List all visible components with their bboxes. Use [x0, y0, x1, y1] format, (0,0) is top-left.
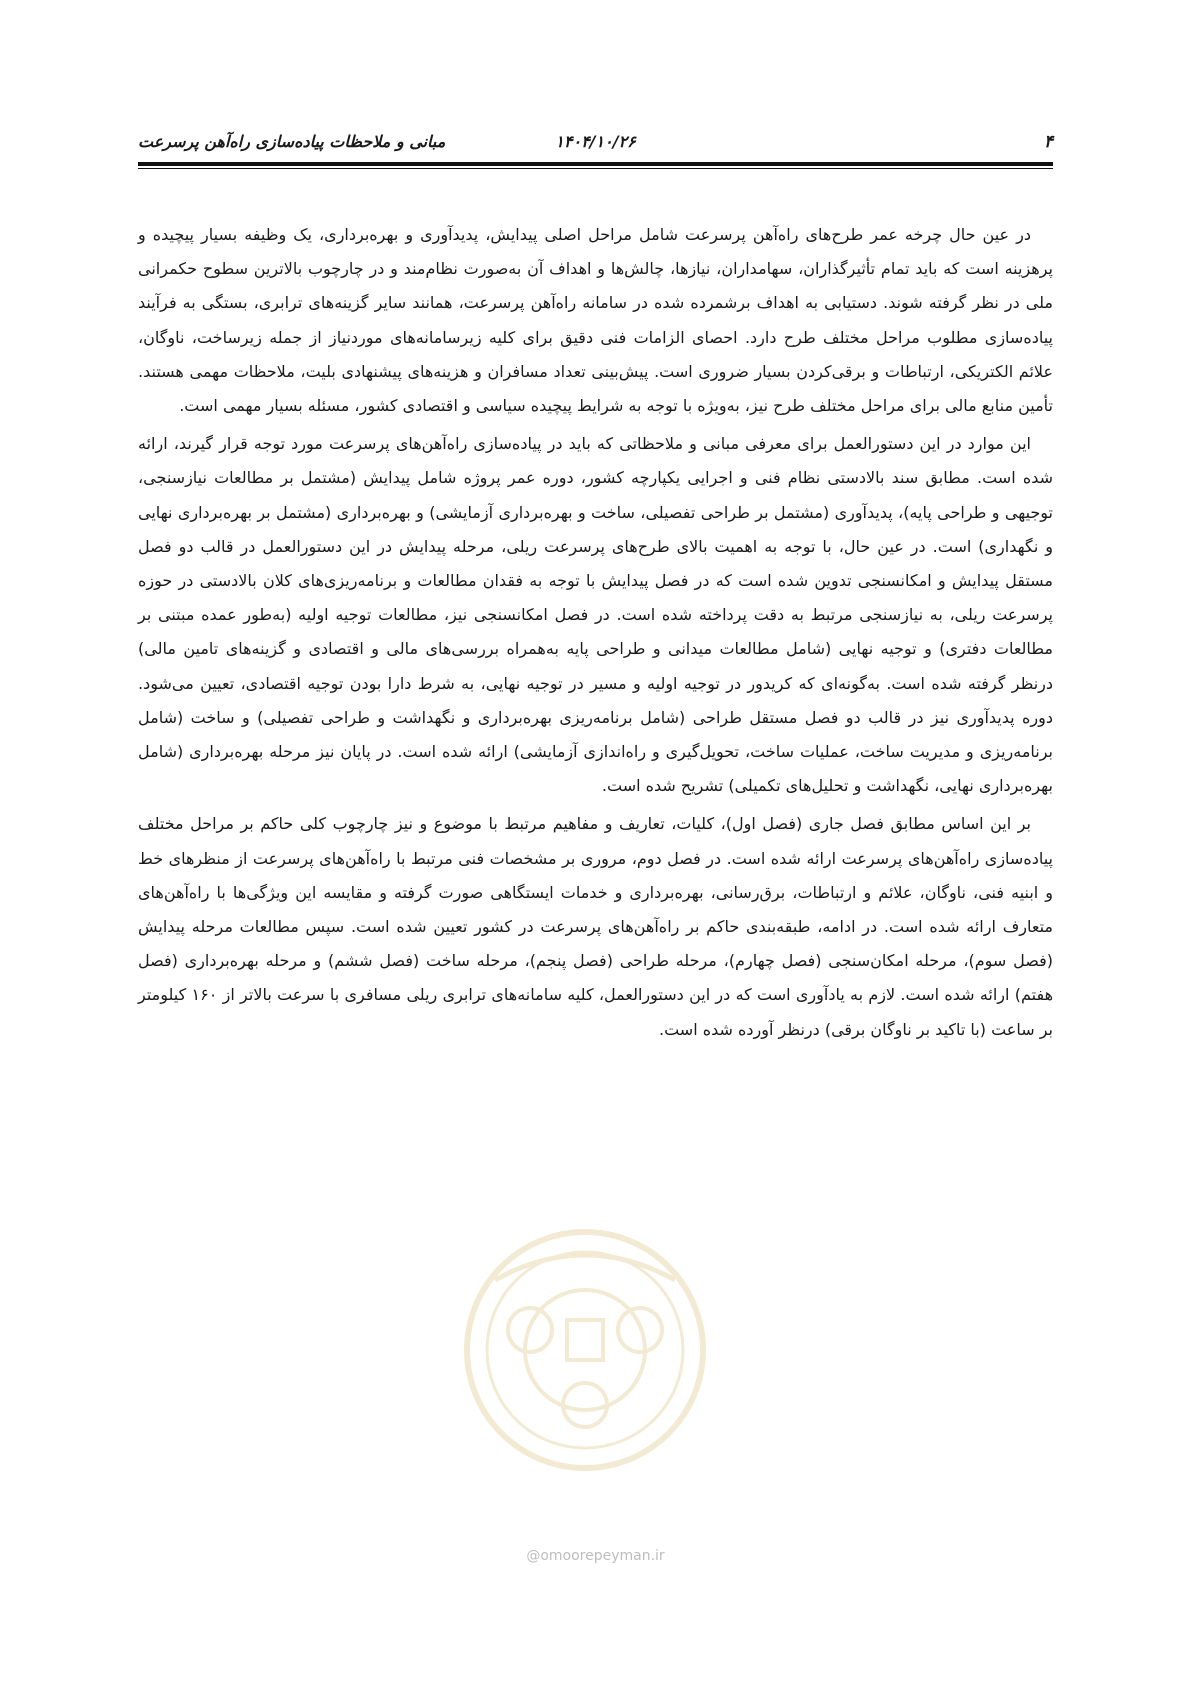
page-number: ۴	[1043, 132, 1053, 152]
watermark-url: @omoorepeyman.ir	[526, 1548, 665, 1564]
paragraph-1: در عین حال چرخه عمر طرح‌های راه‌آهن پرسرعت شامل مراحل اصلی پیدایش، پدیدآوری و بهره‌برداری، یک وظیفه بسیار پیچیده و پرهزینه است که باید تمام تأثیرگذاران، سهامداران، نیازها، چالش‌ها و اهداف آن به‌صورت نظام‌مند و در چارچوب بالاترین سطوح حکمرانی ملی در نظر گرفته شوند. دستیابی به اهداف برشمرده شده در سامانه راه‌آهن پرسرعت، همانند سایر گزینه‌های ترابری، بستگی به فرآیند پیاده‌سازی مطلوب مراحل مختلف طرح دارد. احصای الزامات فنی دقیق برای کلیه زیرسامانه‌های موردنیاز از جمله زیرساخت، ناوگان، علائم الکتریکی، ارتباطات و برقی‌کردن بسیار ضروری است. پیش‌بینی تعداد مسافران و هزینه‌های پیشنهادی بلیت، ملاحظات مهمی هستند. تأمین منابع مالی برای مراحل مختلف طرح نیز، به‌ویژه با توجه به شرایط پیچیده سیاسی و اقتصادی کشور، مسئله بسیار مهمی است.	[138, 225, 1053, 416]
header-rule-thin	[138, 168, 1053, 169]
paragraph-3: بر این اساس مطابق فصل جاری (فصل اول)، کلیات، تعاریف و مفاهیم مرتبط با موضوع و نیز چارچوب کلی حاکم بر مراحل مختلف پیاده‌سازی راه‌آهن‌های پرسرعت ارائه شده است. در فصل دوم، مروری بر مشخصات فنی مرتبط با راه‌آهن‌های پرسرعت از منظرهای خط و ابنیه فنی، ناوگان، علائم و ارتباطات، برق‌رسانی، بهره‌برداری و خدمات ایستگاهی صورت گرفته و مقایسه این ویژگی‌ها با راه‌آهن‌های متعارف ارائه شده است. در ادامه، طبقه‌بندی حاکم بر راه‌آهن‌های پرسرعت در کشور تعیین شده است. سپس مطالعات مرحله پیدایش (فصل سوم)، مرحله امکان‌سنجی (فصل چهارم)، مرحله طراحی (فصل پنجم)، مرحله ساخت (فصل ششم) و مرحله بهره‌برداری (فصل هفتم) ارائه شده است. لازم به یادآوری است که در این دستورالعمل، کلیه سامانه‌های ترابری ریلی مسافری با سرعت بالاتر از ۱۶۰ کیلومتر بر ساعت (با تاکید بر ناوگان برقی) درنظر آورده شده است.	[138, 814, 1054, 1039]
paragraph-2: این موارد در این دستورالعمل برای معرفی مبانی و ملاحظاتی که باید در پیاده‌سازی راه‌آهن‌های پرسرعت مورد توجه قرار گیرند، ارائه شده است. مطابق سند بالادستی نظام فنی و اجرایی یکپارچه کشور، دوره عمر پروژه شامل پیدایش (مشتمل بر مطالعات نیازسنجی، توجیهی و طراحی پایه)، پدیدآوری (مشتمل بر طراحی تفصیلی، ساخت و بهره‌برداری آزمایشی) و بهره‌برداری (مشتمل بر بهره‌برداری نهایی و نگهداری) است. در عین حال، با توجه به اهمیت بالای طرح‌های پرسرعت ریلی، مرحله پیدایش در این دستورالعمل در قالب دو فصل مستقل پیدایش و امکانسنجی تدوین شده است که در فصل پیدایش با توجه به فقدان مطالعات و برنامه‌ریزی‌های کلان بالادستی در حوزه پرسرعت ریلی، به نیازسنجی مرتبط به دقت پرداخته شده است. در فصل امکانسنجی نیز، مطالعات توجیه اولیه (به‌طور عمده مبتنی بر مطالعات دفتری) و توجیه نهایی (شامل مطالعات میدانی و طراحی پایه به‌همراه بررسی‌های مالی و اقتصادی و گزینه‌های تامین مالی) درنظر گرفته شده است. به‌گونه‌ای که کریدور در توجیه اولیه و مسیر در توجیه نهایی، به شرط دارا بودن توجیه اقتصادی، تعیین می‌شود. دوره پدیدآوری نیز در قالب دو فصل مستقل طراحی (شامل برنامه‌ریزی بهره‌برداری و نگهداشت و طراحی تفصیلی) و ساخت (شامل برنامه‌ریزی و مدیریت ساخت، عملیات ساخت، تحویل‌گیری و راه‌اندازی آزمایشی) ارائه شده است. در پایان نیز مرحله بهره‌برداری (شامل بهره‌برداری نهایی، نگهداشت و تحلیل‌های تکمیلی) تشریح شده است.	[138, 434, 1053, 796]
watermark-seal	[455, 1220, 715, 1480]
body-text	[138, 218, 1053, 1051]
header-title: مبانی و ملاحظات پیاده‌سازی راه‌آهن پرسرعت	[138, 132, 446, 151]
header-rule-thick	[138, 162, 1053, 166]
page-header	[138, 128, 1053, 160]
header-date: ۱۴۰۴/۱۰/۲۶	[555, 132, 636, 151]
